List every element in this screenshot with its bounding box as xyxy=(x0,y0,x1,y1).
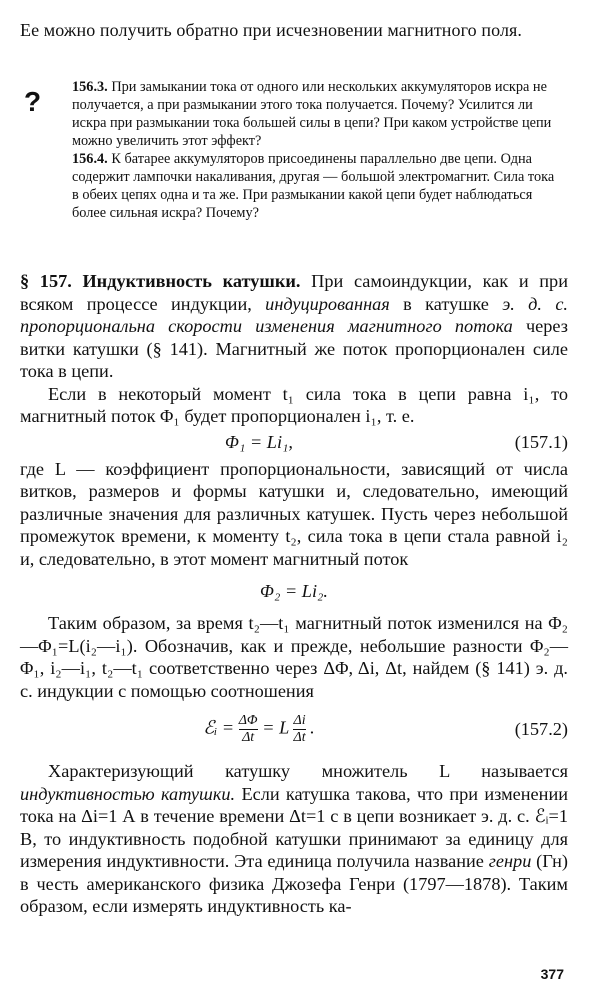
italic-run: индуктивностью катушки. xyxy=(20,783,236,804)
italic-run: индуцированная xyxy=(265,293,390,314)
denominator: Δt xyxy=(242,729,255,745)
question-156-4 xyxy=(72,150,564,222)
italic-run: э. д. с. пропорциональна скорости изменения магнитного потока xyxy=(20,293,569,336)
numerator: ΔΦ xyxy=(238,712,258,728)
section-157 xyxy=(20,270,568,918)
questions-block xyxy=(72,78,564,222)
formula-body: Φ₂ = Li₂. xyxy=(260,580,328,601)
question-number: 156.4. xyxy=(72,151,108,167)
formula-lhs: ℰᵢ = xyxy=(203,717,235,738)
fraction xyxy=(293,713,305,746)
equation-number: (157.1) xyxy=(514,432,568,453)
text-run: При самоиндукции, как и при всяком процессе индукции, xyxy=(20,271,568,314)
formula-mid: = L xyxy=(262,717,289,738)
paragraph-4: Таким образом, за время t₂—t₁ магнитный поток изменился на Φ₂—Φ₁=L(i₂—i₁). Обозначив, как и прежде, небольшие разности Φ₂—Φ₁, i₂—i₁, t₂—t₁ соответственно через ΔΦ, Δi, Δt, найдем (§ 141) э. д. с. индукции с помощью соотношения xyxy=(20,613,568,701)
text-run: Если катушка такова, что при изменении тока на Δi=1 А в течение времени Δt=1 с в цепи возникает э. д. с. ℰᵢ=1 В, то индуктивность подобной катушки принимают за единицу для измерения индуктивности. Эта единица получила название xyxy=(20,783,569,871)
italic-run: генри xyxy=(488,851,532,871)
formula-157-1 xyxy=(20,428,568,458)
paragraph-5 xyxy=(20,760,568,918)
section-heading: § 157. Индуктивность катушки. xyxy=(20,271,301,291)
paragraph-2: Если в некоторый момент t₁ сила тока в цепи равна i₁, то магнитный поток Φ₁ будет пропорционален i₁, т. е. xyxy=(20,383,568,426)
question-mark-icon: ? xyxy=(24,86,42,117)
text-run: в катушке xyxy=(403,293,489,314)
text-run: (Гн) в честь американского физика Джозефа Генри (1797—1878). Таким образом, если измерять индуктивность ка- xyxy=(20,851,569,916)
denominator: Δt xyxy=(293,729,306,745)
formula-end: . xyxy=(310,717,315,738)
question-156-3 xyxy=(72,78,564,150)
question-text: При замыкании тока от одного или нескольких аккумуляторов искра не получается, а при размыкании этого тока получается. Почему? Усилится ли искра при размыкании тока большей силы в цепи? При каком устройстве цепи можно увеличить этот эффект? xyxy=(72,79,552,149)
paragraph-3: где L — коэффициент пропорциональности, зависящий от числа витков, размеров и формы катушки и, следовательно, имеющий различные значения для различных катушек. Пусть через небольшой промежуток времени, к моменту t₂, сила тока в цепи стала равной i₂ и, следовательно, в этот момент магнитный поток xyxy=(20,458,568,569)
question-number: 156.3. xyxy=(72,79,108,95)
formula-phi2 xyxy=(20,576,568,606)
paragraph-1 xyxy=(20,270,568,383)
question-text: К батарее аккумуляторов присоединены параллельно две цепи. Одна содержит лампочки накаливания, другая — большой электромагнит. Сила тока в обеих цепях одна и та же. При размыкании какой цепи будет наблюдаться более сильная искра? Почему? xyxy=(72,151,555,221)
intro-text: Ее можно получить обратно при исчезновении магнитного поля. xyxy=(20,20,523,40)
page-number: 377 xyxy=(540,966,564,982)
equation-number: (157.2) xyxy=(514,718,568,739)
formula-body: Φ₁ = Li₁, xyxy=(225,432,293,453)
formula-157-2 xyxy=(20,706,568,752)
fraction xyxy=(239,713,258,746)
numerator: Δi xyxy=(293,712,306,728)
formula-body xyxy=(20,713,498,746)
text-run: Характеризующий катушку множитель L называется xyxy=(48,761,568,781)
text-run: через витки катушки (§ 141). Магнитный же поток пропорционален силе тока в цепи. xyxy=(20,316,568,381)
